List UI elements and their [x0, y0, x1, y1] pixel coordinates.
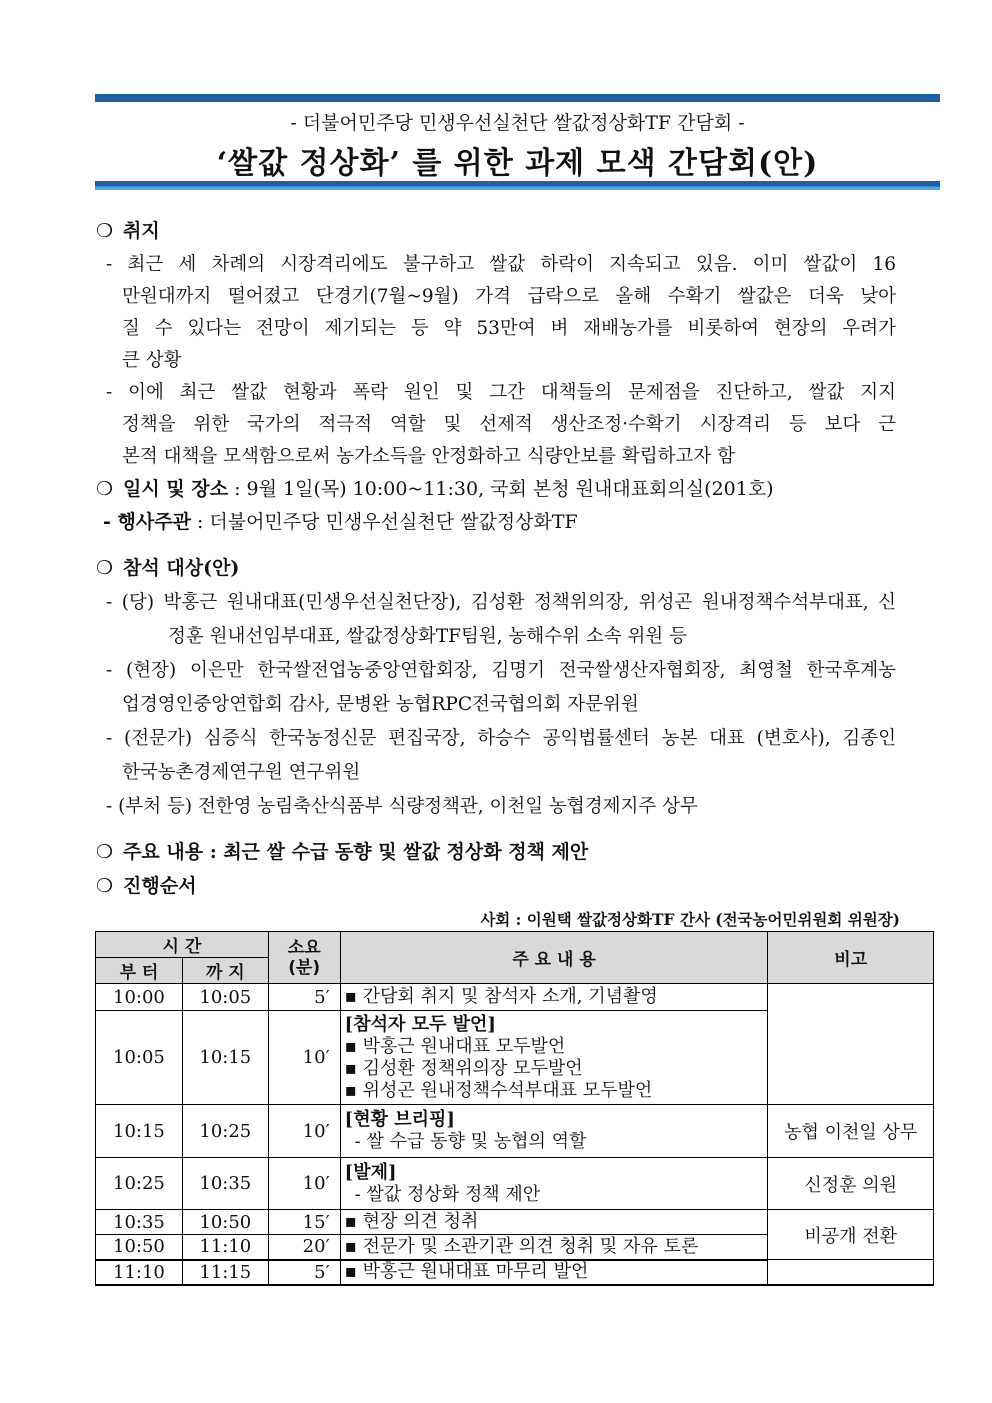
circle-bullet-icon: ❍	[96, 841, 114, 863]
duration-cell: 5′	[268, 1260, 340, 1285]
time-header: 시 간	[96, 932, 269, 958]
agenda-item: - 쌀 수급 동향 및 농협의 역할	[354, 1131, 587, 1152]
circle-bullet-icon: ❍	[96, 220, 114, 242]
from-cell: 11:10	[96, 1260, 183, 1285]
duration-cell: 10′	[268, 1158, 340, 1210]
text-line: - (부처 등) 전한영 농림축산식품부 식량정책관, 이천일 농협경제지주 상무	[106, 796, 698, 817]
schedule-info: ❍ 일시 및 장소 : 9월 1일(목) 10:00~11:30, 국회 본청 원내대표회의실(201호)	[96, 478, 774, 500]
document-title: ‘쌀값 정상화’ 를 위한 과제 모색 간담회(안)	[216, 146, 819, 181]
from-cell: 10:25	[96, 1158, 183, 1210]
from-cell: 10:15	[96, 1105, 183, 1158]
to-cell: 10:15	[182, 1011, 268, 1105]
agenda-item: ▪ 전문가 및 소관기관 의견 청취 및 자유 토론	[344, 1235, 699, 1257]
text-line: 정책을 위한 국가의 적극적 역할 및 선제적 생산조정·수확기 시장격리 등 보다 근	[122, 414, 896, 435]
moderator-line: 사회 : 이원택 쌀값정상화TF 간사 (전국농어민위원회 위원장)	[480, 910, 900, 929]
program-heading: ❍ 진행순서	[96, 875, 197, 897]
content-cell	[340, 1210, 768, 1235]
agenda-item: ▪ 김성환 정책위의장 모두발언	[344, 1057, 583, 1079]
agenda-section-title: [참석자 모두 발언]	[344, 1013, 496, 1035]
table-row	[96, 1105, 934, 1158]
program-table	[95, 931, 934, 1286]
text-line: 큰 상황	[122, 350, 182, 371]
duration-cell: 5′	[268, 984, 340, 1011]
content-cell	[340, 1260, 768, 1285]
content-cell	[340, 1235, 768, 1260]
text-line: 본적 대책을 모색함으로써 농가소득을 안정화하고 식량안보를 확립하고자 함	[122, 446, 736, 467]
circle-bullet-icon: ❍	[96, 875, 114, 897]
agenda-item: ▪ 현장 의견 청취	[344, 1211, 479, 1232]
attendees-heading: ❍ 참석 대상(안)	[96, 557, 240, 579]
agenda-item: ▪ 박홍근 원내대표 마무리 발언	[344, 1261, 589, 1282]
text-line: - (당) 박홍근 원내대표(민생우선실천단장), 김성환 정책위의장, 위성곤 원내정책수석부대표, 신	[106, 592, 896, 613]
to-cell: 10:25	[182, 1105, 268, 1158]
attendees-list	[106, 586, 896, 824]
note-header: 비고	[768, 932, 934, 984]
table-row	[96, 1158, 934, 1210]
header-top-bar	[95, 94, 940, 102]
text-line: - (현장) 이은만 한국쌀전업농중앙연합회장, 김명기 전국쌀생산자협회장, 최영철 한국후계농	[106, 660, 896, 681]
document-subtitle: - 더불어민주당 민생우선실천단 쌀값정상화TF 간담회 -	[290, 112, 745, 134]
duration-cell: 15′	[268, 1210, 340, 1235]
table-header-row	[96, 932, 934, 958]
text-line: 질 수 있다는 전망이 제기되는 등 약 53만여 벼 재배농가를 비롯하여 현장의 우려가	[122, 318, 896, 339]
agenda-item: ▪ 박홍근 원내대표 모두발언	[344, 1035, 566, 1057]
purpose-paragraph-1	[106, 249, 896, 377]
text-line: 만원대까지 떨어졌고 단경기(7월~9월) 가격 급락으로 올해 수확기 쌀값은 더욱 낮아	[122, 286, 896, 307]
to-header: 까 지	[182, 958, 268, 984]
to-cell: 11:10	[182, 1235, 268, 1260]
purpose-paragraph-2	[106, 377, 896, 473]
table-row	[96, 1260, 934, 1285]
from-header: 부 터	[96, 958, 183, 984]
agenda-section-title: [현황 브리핑]	[344, 1109, 455, 1130]
text-line: 한국농촌경제연구원 연구위원	[122, 762, 361, 783]
to-cell: 10:35	[182, 1158, 268, 1210]
text-line: 업경영인중앙연합회 감사, 문병완 농협RPC전국협의회 자문위원	[122, 694, 639, 715]
table-row	[96, 1210, 934, 1235]
circle-bullet-icon: ❍	[96, 557, 114, 579]
host-value: : 더불어민주당 민생우선실천단 쌀값정상화TF	[190, 511, 578, 533]
purpose-heading: ❍ 취지	[96, 220, 160, 242]
to-cell: 11:15	[182, 1260, 268, 1285]
agenda-item: - 쌀값 정상화 정책 제안	[354, 1183, 541, 1205]
duration-header: 소요 (분)	[268, 932, 340, 984]
text-line: - 최근 세 차례의 시장격리에도 불구하고 쌀값 하락이 지속되고 있음. 이미 쌀값이 16	[106, 254, 896, 275]
to-cell: 10:05	[182, 984, 268, 1011]
note-cell: 비공개 전환	[768, 1210, 934, 1260]
text-line: - (전문가) 심증식 한국농정신문 편집국장, 하승수 공익법률센터 농본 대표 (변호사), 김종인	[106, 728, 896, 749]
circle-bullet-icon: ❍	[96, 478, 114, 500]
content-cell	[340, 984, 768, 1011]
note-cell	[768, 984, 934, 1105]
schedule-value: : 9월 1일(목) 10:00~11:30, 국회 본청 원내대표회의실(201호)	[228, 478, 774, 500]
text-line: - 이에 최근 쌀값 현황과 폭락 원인 및 그간 대책들의 문제점을 진단하고, 쌀값 지지	[106, 382, 896, 403]
main-content-heading: ❍ 주요 내용 : 최근 쌀 수급 동향 및 쌀값 정상화 정책 제안	[96, 841, 589, 863]
to-cell: 10:50	[182, 1210, 268, 1235]
duration-cell: 20′	[268, 1235, 340, 1260]
agenda-item: ▪ 간담회 취지 및 참석자 소개, 기념촬영	[344, 986, 658, 1007]
content-cell	[340, 1011, 768, 1105]
note-cell: 농협 이천일 상무	[768, 1105, 934, 1158]
header-bottom-bar	[95, 181, 940, 190]
from-cell: 10:35	[96, 1210, 183, 1235]
content-cell	[340, 1105, 768, 1158]
content-header: 주 요 내 용	[340, 932, 768, 984]
content-cell	[340, 1158, 768, 1210]
from-cell: 10:50	[96, 1235, 183, 1260]
note-cell: 신정훈 의원	[768, 1158, 934, 1210]
note-cell	[768, 1260, 934, 1285]
from-cell: 10:00	[96, 984, 183, 1011]
agenda-section-title: [발제]	[344, 1161, 397, 1183]
text-line: 정훈 원내선임부대표, 쌀값정상화TF팀원, 농해수위 소속 위원 등	[168, 626, 687, 647]
host-info: - 행사주관 : 더불어민주당 민생우선실천단 쌀값정상화TF	[103, 511, 578, 533]
duration-cell: 10′	[268, 1011, 340, 1105]
duration-cell: 10′	[268, 1105, 340, 1158]
table-row	[96, 984, 934, 1011]
agenda-item: ▪ 위성곤 원내정책수석부대표 모두발언	[344, 1079, 653, 1101]
from-cell: 10:05	[96, 1011, 183, 1105]
